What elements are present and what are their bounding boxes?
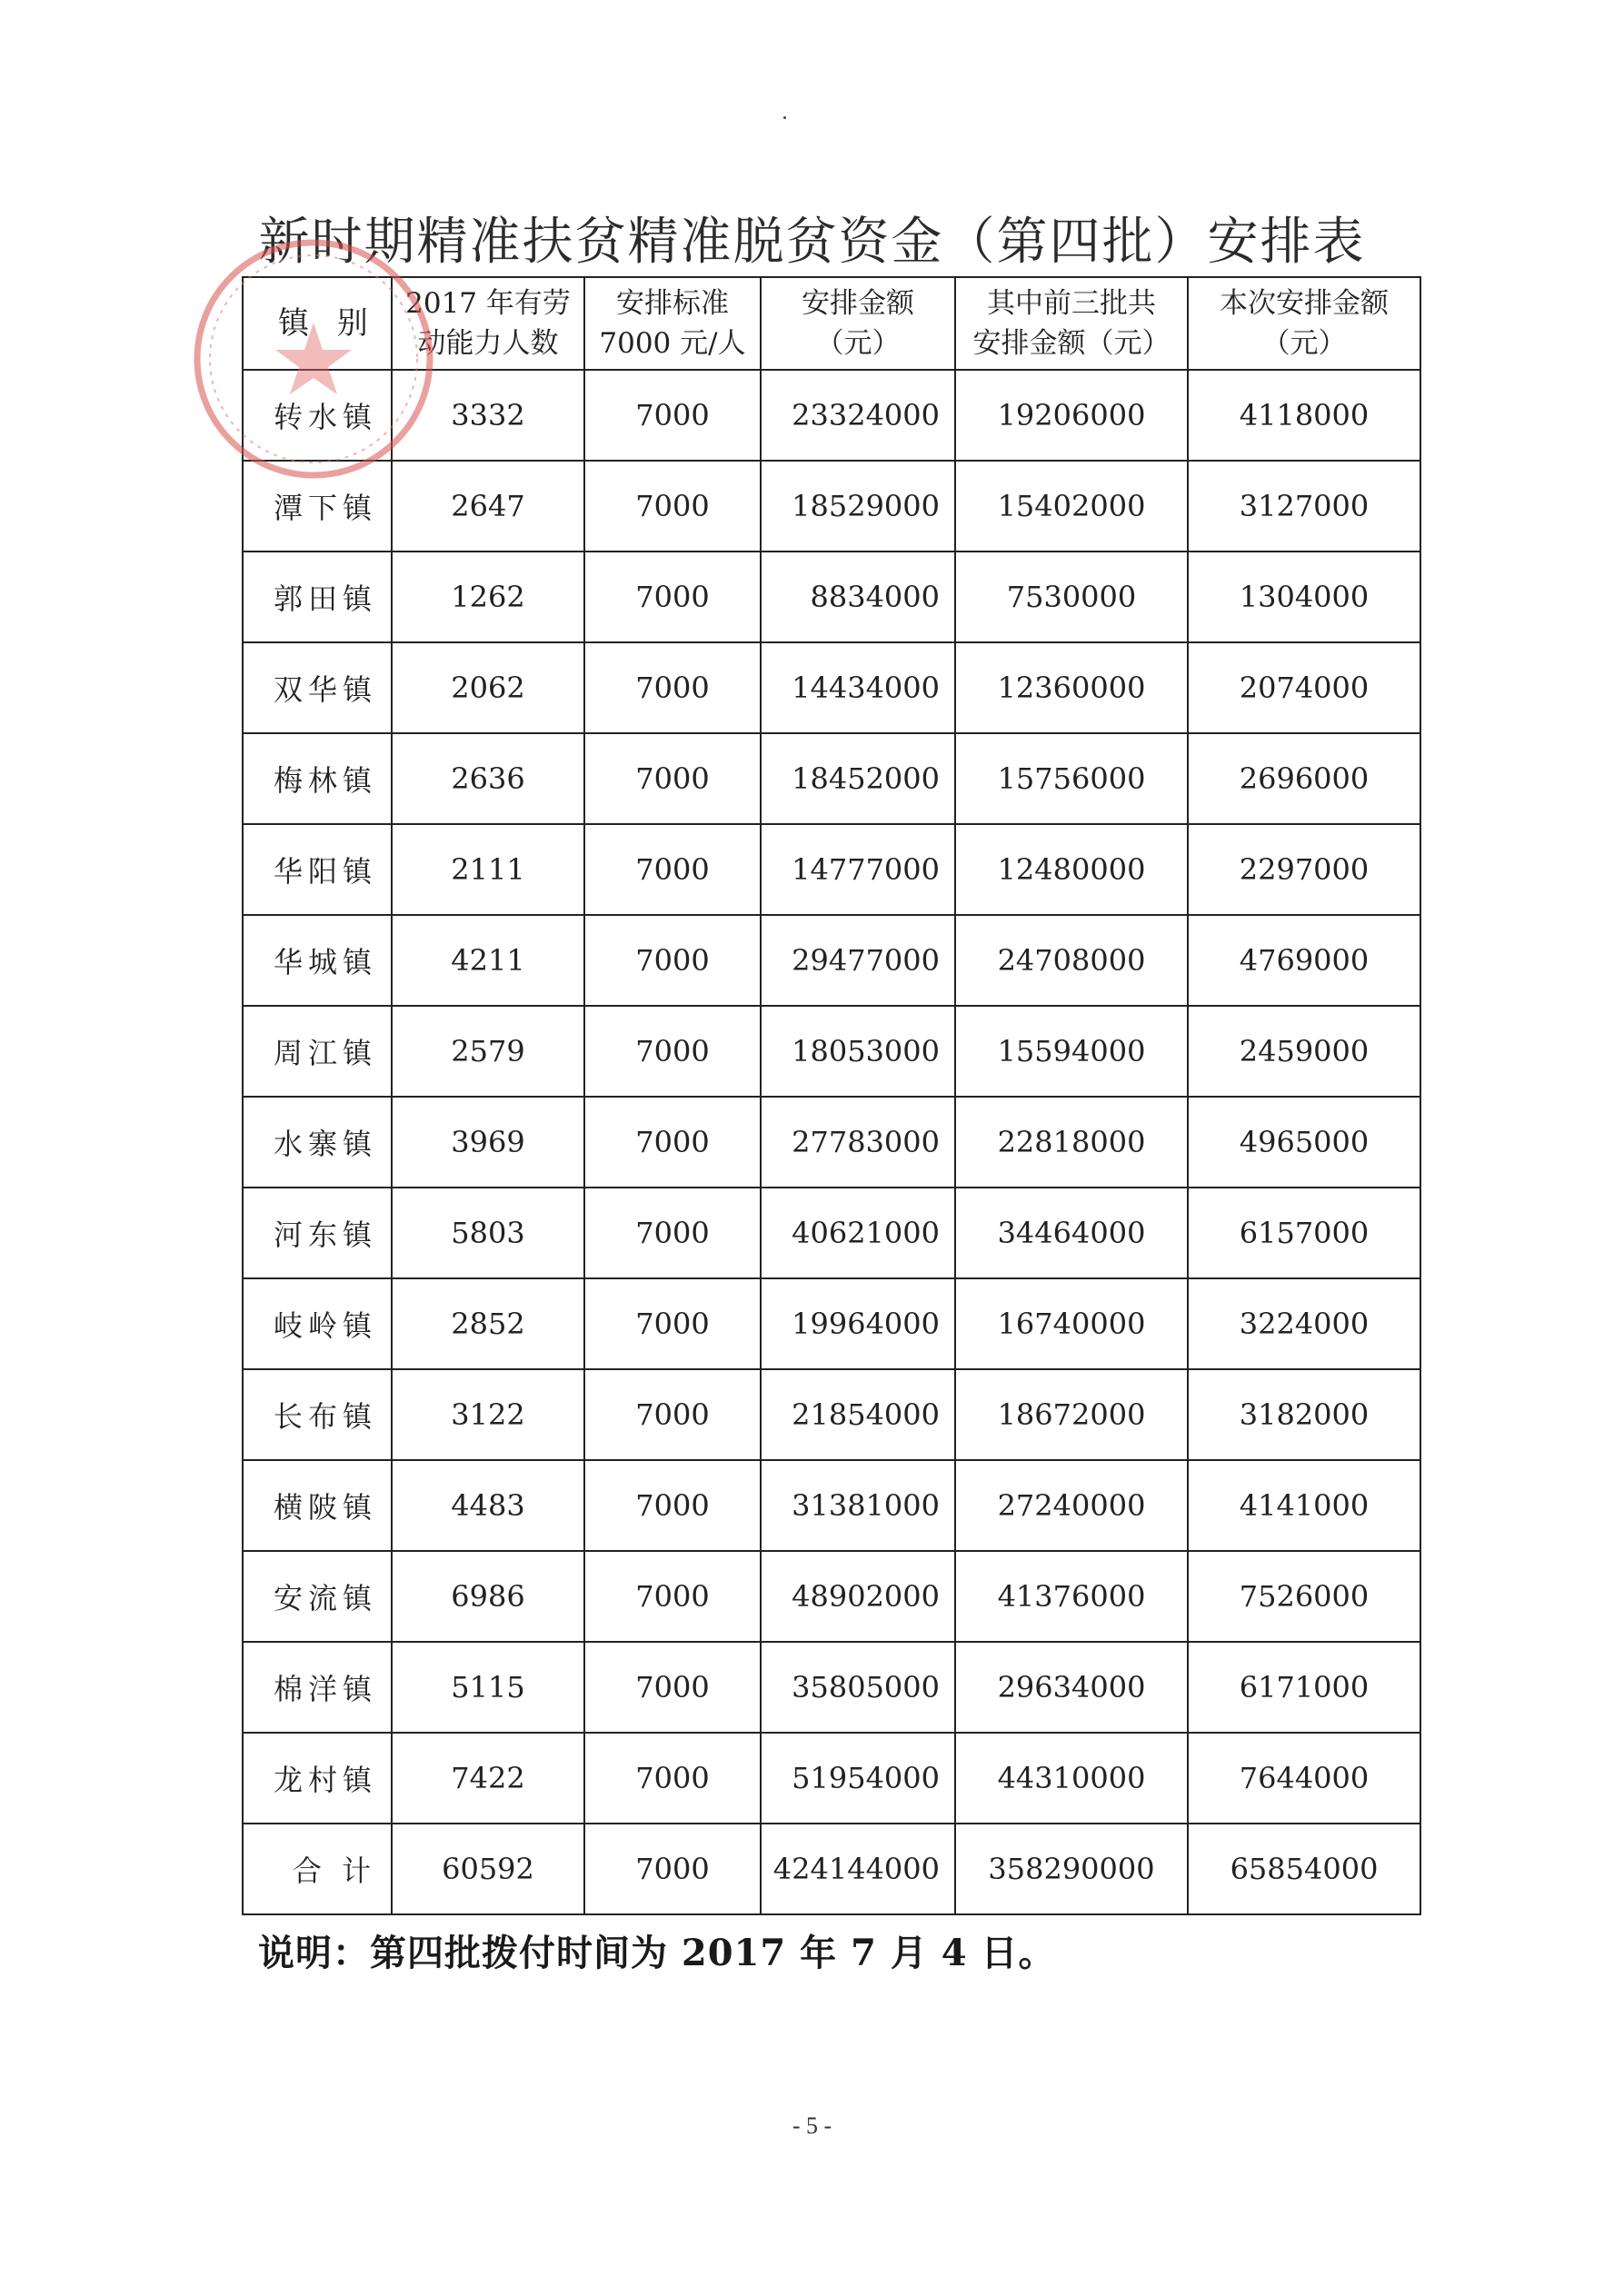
cell-standard: 7000 xyxy=(584,642,761,733)
cell-town: 梅林镇 xyxy=(243,733,392,824)
cell-town: 周江镇 xyxy=(243,1006,392,1097)
cell-labor: 4211 xyxy=(392,915,584,1006)
page-title: 新时期精准扶贫精准脱贫资金（第四批）安排表 xyxy=(258,213,1366,272)
cell-total-prior: 358290000 xyxy=(955,1824,1188,1914)
header-prior-line2: 安排金额（元） xyxy=(972,327,1171,360)
header-amount-line1: 安排金额 xyxy=(802,287,914,320)
table-total-row xyxy=(243,1824,1420,1914)
cell-labor: 3122 xyxy=(392,1369,584,1460)
cell-prior: 15402000 xyxy=(955,461,1188,552)
cell-current: 1304000 xyxy=(1188,552,1420,642)
cell-current: 4141000 xyxy=(1188,1460,1420,1551)
cell-current: 6171000 xyxy=(1188,1642,1420,1733)
cell-prior: 22818000 xyxy=(955,1097,1188,1188)
table-row xyxy=(243,824,1420,915)
cell-amount: 23324000 xyxy=(761,370,955,461)
header-amount-line2: （元） xyxy=(815,327,901,360)
cell-total-current: 65854000 xyxy=(1188,1824,1420,1914)
cell-total-amount: 424144000 xyxy=(761,1824,955,1914)
cell-town: 郭田镇 xyxy=(243,552,392,642)
cell-current: 2297000 xyxy=(1188,824,1420,915)
cell-labor: 2636 xyxy=(392,733,584,824)
cell-labor: 2062 xyxy=(392,642,584,733)
cell-town: 龙村镇 xyxy=(243,1733,392,1824)
cell-current: 4769000 xyxy=(1188,915,1420,1006)
cell-amount: 14434000 xyxy=(761,642,955,733)
cell-current: 4118000 xyxy=(1188,370,1420,461)
cell-current: 2074000 xyxy=(1188,642,1420,733)
cell-labor: 5803 xyxy=(392,1188,584,1278)
cell-labor: 1262 xyxy=(392,552,584,642)
header-labor-line2: 动能力人数 xyxy=(417,327,559,360)
table-row xyxy=(243,552,1420,642)
table-row xyxy=(243,642,1420,733)
allocation-table xyxy=(242,276,1421,1915)
cell-standard: 7000 xyxy=(584,1369,761,1460)
cell-standard: 7000 xyxy=(584,1278,761,1369)
cell-prior: 18672000 xyxy=(955,1369,1188,1460)
cell-standard: 7000 xyxy=(584,824,761,915)
cell-prior: 15756000 xyxy=(955,733,1188,824)
cell-town: 横陂镇 xyxy=(243,1460,392,1551)
cell-labor: 3332 xyxy=(392,370,584,461)
cell-prior: 34464000 xyxy=(955,1188,1188,1278)
cell-standard: 7000 xyxy=(584,1733,761,1824)
cell-total-label: 合 计 xyxy=(243,1824,392,1914)
cell-standard: 7000 xyxy=(584,461,761,552)
table-row xyxy=(243,1188,1420,1278)
table-row xyxy=(243,1460,1420,1551)
header-standard-line1: 安排标准 xyxy=(616,287,729,320)
header-current xyxy=(1188,277,1420,370)
table-row xyxy=(243,1006,1420,1097)
cell-current: 3224000 xyxy=(1188,1278,1420,1369)
cell-prior: 7530000 xyxy=(955,552,1188,642)
cell-total-labor: 60592 xyxy=(392,1824,584,1914)
cell-amount: 51954000 xyxy=(761,1733,955,1824)
table-row xyxy=(243,1097,1420,1188)
cell-town: 水寨镇 xyxy=(243,1097,392,1188)
cell-town: 转水镇 xyxy=(243,370,392,461)
cell-prior: 16740000 xyxy=(955,1278,1188,1369)
allocation-table-container xyxy=(242,276,1420,1915)
cell-amount: 18529000 xyxy=(761,461,955,552)
table-row xyxy=(243,1278,1420,1369)
table-row xyxy=(243,915,1420,1006)
cell-standard: 7000 xyxy=(584,1460,761,1551)
cell-labor: 3969 xyxy=(392,1097,584,1188)
cell-labor: 2579 xyxy=(392,1006,584,1097)
page-number: - 5 - xyxy=(792,2112,832,2139)
cell-current: 4965000 xyxy=(1188,1097,1420,1188)
table-row xyxy=(243,1642,1420,1733)
table-row xyxy=(243,1369,1420,1460)
cell-current: 2696000 xyxy=(1188,733,1420,824)
cell-prior: 27240000 xyxy=(955,1460,1188,1551)
cell-labor: 7422 xyxy=(392,1733,584,1824)
cell-amount: 27783000 xyxy=(761,1097,955,1188)
table-header-row xyxy=(243,277,1420,370)
cell-standard: 7000 xyxy=(584,1188,761,1278)
table-row xyxy=(243,733,1420,824)
cell-labor: 2852 xyxy=(392,1278,584,1369)
cell-standard: 7000 xyxy=(584,733,761,824)
header-prior-line1: 其中前三批共 xyxy=(987,287,1156,320)
cell-amount: 29477000 xyxy=(761,915,955,1006)
cell-labor: 2111 xyxy=(392,824,584,915)
cell-labor: 6986 xyxy=(392,1551,584,1642)
cell-amount: 18452000 xyxy=(761,733,955,824)
cell-current: 7644000 xyxy=(1188,1733,1420,1824)
header-labor-line1: 2017 年有劳 xyxy=(405,287,571,320)
header-labor xyxy=(392,277,584,370)
cell-amount: 40621000 xyxy=(761,1188,955,1278)
cell-standard: 7000 xyxy=(584,1642,761,1733)
header-current-line1: 本次安排金额 xyxy=(1220,287,1389,320)
cell-prior: 44310000 xyxy=(955,1733,1188,1824)
cell-prior: 19206000 xyxy=(955,370,1188,461)
cell-amount: 8834000 xyxy=(761,552,955,642)
cell-standard: 7000 xyxy=(584,552,761,642)
cell-current: 3182000 xyxy=(1188,1369,1420,1460)
scan-speck xyxy=(783,116,786,119)
document-note: 说明：第四批拨付时间为 2017 年 7 月 4 日。 xyxy=(258,1932,1056,1974)
header-town: 镇 别 xyxy=(243,277,392,370)
cell-town: 双华镇 xyxy=(243,642,392,733)
cell-town: 华阳镇 xyxy=(243,824,392,915)
cell-standard: 7000 xyxy=(584,370,761,461)
cell-amount: 21854000 xyxy=(761,1369,955,1460)
cell-labor: 4483 xyxy=(392,1460,584,1551)
cell-standard: 7000 xyxy=(584,1006,761,1097)
cell-amount: 35805000 xyxy=(761,1642,955,1733)
header-current-line2: （元） xyxy=(1261,327,1347,360)
cell-labor: 2647 xyxy=(392,461,584,552)
cell-town: 华城镇 xyxy=(243,915,392,1006)
cell-prior: 12480000 xyxy=(955,824,1188,915)
cell-standard: 7000 xyxy=(584,915,761,1006)
table-row xyxy=(243,1551,1420,1642)
cell-town: 潭下镇 xyxy=(243,461,392,552)
cell-prior: 24708000 xyxy=(955,915,1188,1006)
cell-current: 7526000 xyxy=(1188,1551,1420,1642)
cell-town: 河东镇 xyxy=(243,1188,392,1278)
cell-labor: 5115 xyxy=(392,1642,584,1733)
cell-current: 3127000 xyxy=(1188,461,1420,552)
cell-prior: 15594000 xyxy=(955,1006,1188,1097)
cell-current: 2459000 xyxy=(1188,1006,1420,1097)
cell-prior: 29634000 xyxy=(955,1642,1188,1733)
header-standard-line2: 7000 元/人 xyxy=(599,327,746,360)
cell-town: 岐岭镇 xyxy=(243,1278,392,1369)
cell-standard: 7000 xyxy=(584,1097,761,1188)
header-prior xyxy=(955,277,1188,370)
cell-amount: 19964000 xyxy=(761,1278,955,1369)
header-standard xyxy=(584,277,761,370)
table-row xyxy=(243,461,1420,552)
cell-town: 棉洋镇 xyxy=(243,1642,392,1733)
cell-amount: 48902000 xyxy=(761,1551,955,1642)
cell-town: 长布镇 xyxy=(243,1369,392,1460)
cell-prior: 12360000 xyxy=(955,642,1188,733)
cell-amount: 14777000 xyxy=(761,824,955,915)
cell-total-standard: 7000 xyxy=(584,1824,761,1914)
cell-current: 6157000 xyxy=(1188,1188,1420,1278)
header-amount xyxy=(761,277,955,370)
cell-amount: 18053000 xyxy=(761,1006,955,1097)
cell-amount: 31381000 xyxy=(761,1460,955,1551)
cell-prior: 41376000 xyxy=(955,1551,1188,1642)
cell-standard: 7000 xyxy=(584,1551,761,1642)
table-row xyxy=(243,370,1420,461)
table-row xyxy=(243,1733,1420,1824)
cell-town: 安流镇 xyxy=(243,1551,392,1642)
